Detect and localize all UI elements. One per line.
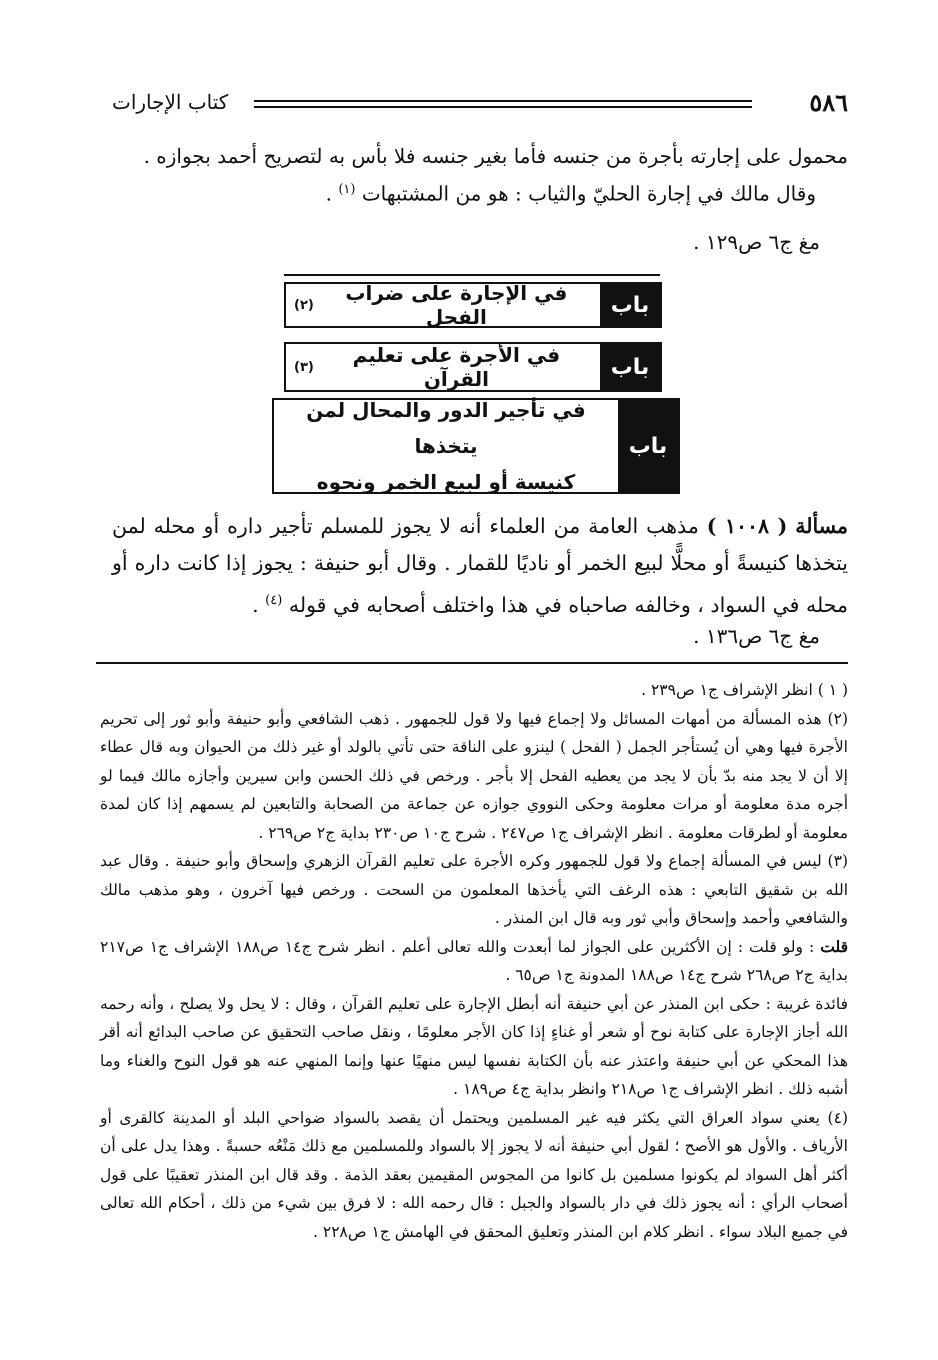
footnote-ref-2: (٢): [294, 297, 314, 313]
intro-line-2-text: وقال مالك في إجارة الحليّ والثياب : هو من المشتبهات: [361, 181, 816, 206]
issue-number: ( ١٠٠٨ ): [706, 514, 788, 538]
page-number: ٥٨٦: [809, 88, 848, 117]
chapter-box-1: [284, 282, 662, 328]
header-rule: [254, 100, 752, 108]
chapter-box-2: [284, 342, 662, 392]
page-header: [112, 88, 848, 118]
chapter-title-2-text: في الأجرة على تعليم القرآن: [352, 343, 561, 391]
issue-reference: مغ ج٦ ص١٣٦ .: [693, 624, 820, 648]
footnote-1: ( ١ ) انظر الإشراف ج١ ص٢٣٩ .: [641, 681, 848, 699]
footnotes: [100, 676, 848, 1246]
intro-line-2-end: .: [325, 181, 339, 206]
intro-line-1: محمول على إجارته بأجرة من جنسه فأما بغير جنسه فلا بأس به لتصريح أحمد بجوازه .: [143, 144, 848, 168]
chapter-box-3: [272, 398, 680, 494]
chapter-label-2: باب: [600, 344, 660, 390]
intro-line-2: [112, 173, 848, 211]
chapter-title-3: [274, 400, 618, 492]
intro-reference: مغ ج٦ ص١٢٩ .: [693, 230, 820, 254]
footnote-ref-3: (٣): [294, 359, 314, 375]
chapter-title-1: [286, 281, 600, 329]
issue-end: .: [252, 592, 266, 617]
issue-label: مسألة: [795, 514, 848, 538]
footnote-3: (٣) ليس في المسألة إجماع ولا قول للجمهور وكره الأجرة على تعليم القرآن الزهري وإسحاق وأبو حنيفة . وقال عبد الله بن شقيق التابعي : هذه الرغف التي يأخذها المعلمون من السحت . ورخص فيها آخرون ، وهو مذهب مالك والشافعي وأحمد وإسحاق وأبي ثور وبه قال ابن المنذر .: [100, 852, 848, 927]
footnote-ref-1: (١): [338, 182, 356, 197]
footnote-2: (٢) هذه المسألة من أمهات المسائل ولا إجماع فيها ولا قول للجمهور . ذهب الشافعي وأبو حنيفة وأبو ثور إلى تحريم الأجرة فيها وهي أن يُستأجر الجمل ( الفحل ) لينزو على الناقة حتى تأتي بالولد أو غير ذلك من الحيوان وبه قال عطاء إلا أن لا يجد منه بدّ بأن لا يجد من يعطيه الفحل إلا بأجر . ورخص في ذلك الحسن وابن سيرين وأجازه مالك فيما لو أجره مدة معلومة أو مرات معلومة وحكى النووي جوازه عن جماعة من الصحابة والتابعين لم يسمهم إذا كان لمدة معلومة أو لطرقات معلومة . انظر الإشراف ج١ ص٢٤٧ . شرح ج١٠ ص٢٣٠ بداية ج٢ ص٢٦٩ .: [100, 709, 848, 842]
footnote-3-note-text: : ولو قلت : إن الأكثرين على الجواز لما أبعدت والله تعالى أعلم . انظر شرح ج١٤ ص١٨٨ الإشراف ج١ ص٢١٧ بداية ج٢ ص٢٦٨ شرح ج١٤ ص١٨٨ المدونة ج١ ص٦٥ .: [100, 937, 848, 984]
chapter-title-3-line-1: في تأجير الدور والمحال لمن يتخذها: [306, 398, 586, 458]
issue-paragraph: [112, 508, 848, 624]
footnote-rule: [96, 662, 848, 664]
footnote-3-note: [100, 933, 848, 990]
chapter-top-rule: [284, 274, 660, 276]
book-title: كتاب الإجارات: [112, 90, 229, 114]
chapter-label-3: باب: [618, 400, 678, 492]
footnote-ref-4: (٤): [265, 593, 283, 608]
footnote-3-benefit: فائدة غريبة : حكى ابن المنذر عن أبي حنيفة أنه أبطل الإجارة على تعليم القرآن ، وقال : لا يحل ولا يصلح ، وأنه رحمه الله أجاز الإجارة على كتابة نوح أو شعر أو غناءٍ إذا كان الأجر معلومًا ، ونقل صاحب التحقيق عن صاحب البدائع أنه أقر هذا المحكي عن أبي حنيفة واعتذر عنه بأن الكتابة نفسها ليس منهيًا عنها وإنما المنهي عنه هو قول النوح والغناء وما أشبه ذلك . انظر الإشراف ج١ ص٢١٨ وانظر بداية ج٤ ص١٨٩ .: [100, 994, 848, 1098]
chapter-title-1-text: في الإجارة على ضراب الفحل: [345, 281, 568, 329]
issue-text: مذهب العامة من العلماء أنه لا يجوز للمسلم تأجير داره أو محله لمن يتخذها كنيسةً أو محلًّا لبيع الخمر أو ناديًا للقمار . وقال أبو حنيفة : يجوز إذا كانت داره أو محله في السواد ، وخالفه صاحباه في هذا واختلف أصحابه في قوله: [112, 514, 848, 617]
chapter-title-2: [286, 344, 600, 390]
chapter-label-1: باب: [600, 284, 660, 326]
intro-paragraph: [112, 140, 848, 211]
footnote-3-note-label: قلت: [820, 936, 848, 956]
footnote-4: (٤) يعني سواد العراق التي يكثر فيه غير المسلمين ويحتمل أن يقصد بالسواد ضواحي البلد أو المدينة كالقرى أو الأرياف . والأول هو الأصح ؛ لقول أبي حنيفة أنه لا يجوز إلا بالسواد وللمسلمين مع ذلك مَنْعُه حسبةً . وهذا يدل على أن أكثر أهل السواد لم يكونوا مسلمين بل كانوا من المجوس المقيمين بعقد الذمة . وقد قال ابن المنذر تعقيبًا على قول أصحاب الرأي : أنه يجوز ذلك في دار بالسواد والجبل : قال رحمه الله : لا فرق بين شيء من ذلك ، أحكام الله تعالى في جميع البلاد سواء . انظر كلام ابن المنذر وتعليق المحقق في الهامش ج١ ص٢٢٨ .: [100, 1108, 848, 1241]
chapter-title-3-line-2: كنيسة أو لبيع الخمر ونحوه: [316, 470, 576, 494]
